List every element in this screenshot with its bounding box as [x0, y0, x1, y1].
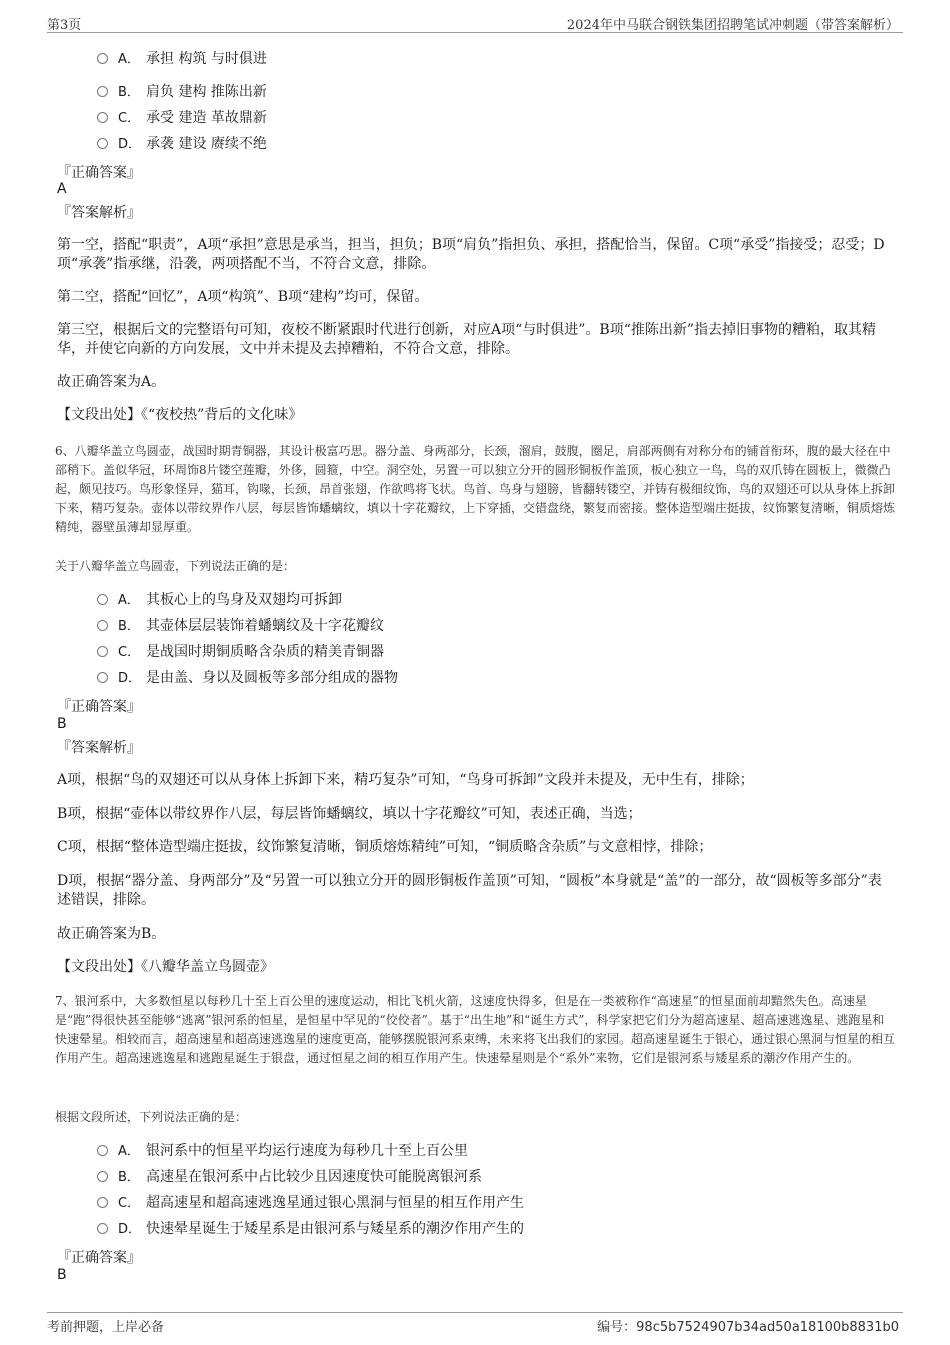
analysis-conclusion: 故正确答案为B。	[57, 926, 166, 942]
q5-options	[97, 46, 267, 72]
source-citation: 【文段出处】《八瓣华盖立鸟圆壶》	[57, 959, 274, 975]
analysis-paragraph: 第二空，搭配“回忆”，A项“构筑”、B项“建构”均可，保留。	[57, 289, 429, 305]
document-code: 编号：98c5b7524907b34ad50a18100b8831b0	[597, 1320, 899, 1335]
option-b[interactable]: B． 肩负 建构 推陈出新	[97, 79, 267, 105]
option-a[interactable]: A． 银河系中的恒星平均运行速度为每秒几十至上百公里	[97, 1138, 524, 1164]
option-a[interactable]: A． 其板心上的鸟身及双翅均可拆卸	[97, 587, 398, 613]
question-stem: 7、银河系中，大多数恒星以每秒几十至上百公里的速度运动，相比飞机火箭，这速度快得多，但是在一类被称作“高速星”的恒星面前却黯然失色。高速星是“跑”得很快甚至能够“逃离”银河系的恒星，是恒星中罕见的“佼佼者”。基于“出生地”和“诞生方式”，科学家把它们分为超高速星、超高速逃逸星、逃跑星和快速晕星。相较而言，超高速星和超高速逃逸星的速度更高，能够摆脱银河系束缚，未来将飞出我们的家园。超高速星诞生于银心，通过银心黑洞与恒星的相互作用产生。超高速逃逸星和逃跑星诞生于银盘，通过恒星之间的相互作用产生。快速晕星则是个“系外”来物，它们是银河系与矮星系的潮汐作用产生的。	[55, 994, 896, 1065]
radio-icon[interactable]	[97, 138, 108, 149]
radio-icon[interactable]	[97, 53, 108, 64]
radio-icon[interactable]	[97, 1197, 108, 1208]
q7-options	[97, 1138, 524, 1242]
correct-answer-value: B	[57, 716, 67, 732]
analysis-label: 『答案解析』	[57, 205, 141, 221]
question-prompt: 关于八瓣华盖立鸟圆壶，下列说法正确的是：	[55, 559, 296, 573]
q6-options	[97, 587, 398, 691]
analysis-conclusion: 故正确答案为A。	[57, 374, 166, 390]
option-b[interactable]: B． 其壶体层层装饰着蟠螭纹及十字花瓣纹	[97, 613, 398, 639]
option-d[interactable]: D． 快速晕星诞生于矮星系是由银河系与矮星系的潮汐作用产生的	[97, 1216, 524, 1242]
analysis-paragraph: 第一空，搭配“职责”，A项“承担”意思是承当，担当，担负；B项“肩负”指担负、承担，搭配恰当，保留。C项“承受”指接受；忍受；D项“承袭”指承继，沿袭，两项搭配不当，不符合文意，排除。	[57, 237, 885, 272]
option-c[interactable]: C． 承受 建造 革故鼎新	[97, 105, 267, 131]
option-d[interactable]: D． 承袭 建设 赓续不绝	[97, 131, 267, 157]
option-a[interactable]: A． 承担 构筑 与时俱进	[97, 46, 267, 72]
question-stem: 6、八瓣华盖立鸟圆壶，战国时期青铜器，其设计极富巧思。器分盖、身两部分，长颈，溜肩，鼓腹，圈足，肩部两侧有对称分布的铺首衔环，腹的最大径在中部稍下。盖似华冠，环周饰8片镂空莲瓣，外侈，圆箍，中空。洞空处，另置一可以独立分开的圆形铜板作盖顶，板心独立一鸟，鸟的双爪铸在圆板上，微微凸起，颇见技巧。鸟形象怪异，猫耳，钩喙，长颈，昂首张翅，作欲鸣将飞状。鸟首、鸟身与翅膀，皆翻转镂空，并铸有极细纹饰，鸟的双翅还可以从身体上拆卸下来，精巧复杂。壶体以带纹界作八层，每层皆饰蟠螭纹，填以十字花瓣纹，上下穿插，交错盘绕，繁复而密接。整体造型端庄挺拔，纹饰繁复清晰，铜质熔炼精纯，器壁虽薄却显厚重。	[55, 444, 896, 534]
radio-icon[interactable]	[97, 112, 108, 123]
analysis-paragraph: D项，根据“器分盖、身两部分”及“另置一可以独立分开的圆形铜板作盖顶”可知，“圆板”本身就是“盖”的一部分，故“圆板等多部分”表述错误，排除。	[57, 873, 882, 908]
source-citation: 【文段出处】《“夜校热”背后的文化味》	[57, 407, 303, 423]
option-c[interactable]: C． 是战国时期铜质略含杂质的精美青铜器	[97, 639, 398, 665]
analysis-paragraph: 第三空，根据后文的完整语句可知，夜校不断紧跟时代进行创新，对应A项“与时俱进”。B项“推陈出新”指去掉旧事物的糟粕，取其精华，并使它向新的方向发展，文中并未提及去掉糟粕，不符合文意，排除。	[57, 322, 877, 357]
page-footer	[47, 1312, 903, 1335]
radio-icon[interactable]	[97, 1171, 108, 1182]
analysis-paragraph: C项，根据“整体造型端庄挺拔，纹饰繁复清晰，铜质熔炼精纯”可知，“铜质略含杂质”与文意相悖，排除；	[57, 839, 713, 855]
correct-answer-value: B	[57, 1267, 67, 1283]
option-d[interactable]: D． 是由盖、身以及圆板等多部分组成的器物	[97, 665, 398, 691]
correct-answer-label: 『正确答案』	[57, 165, 141, 181]
question-prompt: 根据文段所述，下列说法正确的是：	[55, 1110, 248, 1124]
analysis-paragraph: B项，根据“壶体以带纹界作八层，每层皆饰蟠螭纹，填以十字花瓣纹”可知，表述正确，当选；	[57, 806, 642, 822]
analysis-label: 『答案解析』	[57, 740, 141, 756]
correct-answer-label: 『正确答案』	[57, 699, 141, 715]
footer-slogan: 考前押题，上岸必备	[47, 1320, 165, 1335]
page-number: 第3页	[47, 18, 82, 33]
radio-icon[interactable]	[97, 620, 108, 631]
radio-icon[interactable]	[97, 1145, 108, 1156]
radio-icon[interactable]	[97, 594, 108, 605]
option-b[interactable]: B． 高速星在银河系中占比较少且因速度快可能脱离银河系	[97, 1164, 524, 1190]
document-title: 2024年中马联合钢铁集团招聘笔试冲刺题（带答案解析）	[566, 18, 899, 33]
page-header	[47, 14, 903, 33]
option-c[interactable]: C． 超高速星和超高速逃逸星通过银心黑洞与恒星的相互作用产生	[97, 1190, 524, 1216]
correct-answer-value: A	[57, 181, 67, 197]
q5-options-rest	[97, 79, 267, 157]
radio-icon[interactable]	[97, 672, 108, 683]
radio-icon[interactable]	[97, 646, 108, 657]
radio-icon[interactable]	[97, 1223, 108, 1234]
radio-icon[interactable]	[97, 86, 108, 97]
analysis-paragraph: A项，根据“鸟的双翅还可以从身体上拆卸下来，精巧复杂”可知，“鸟身可拆卸”文段并未提及，无中生有，排除；	[57, 772, 754, 788]
correct-answer-label: 『正确答案』	[57, 1250, 141, 1266]
